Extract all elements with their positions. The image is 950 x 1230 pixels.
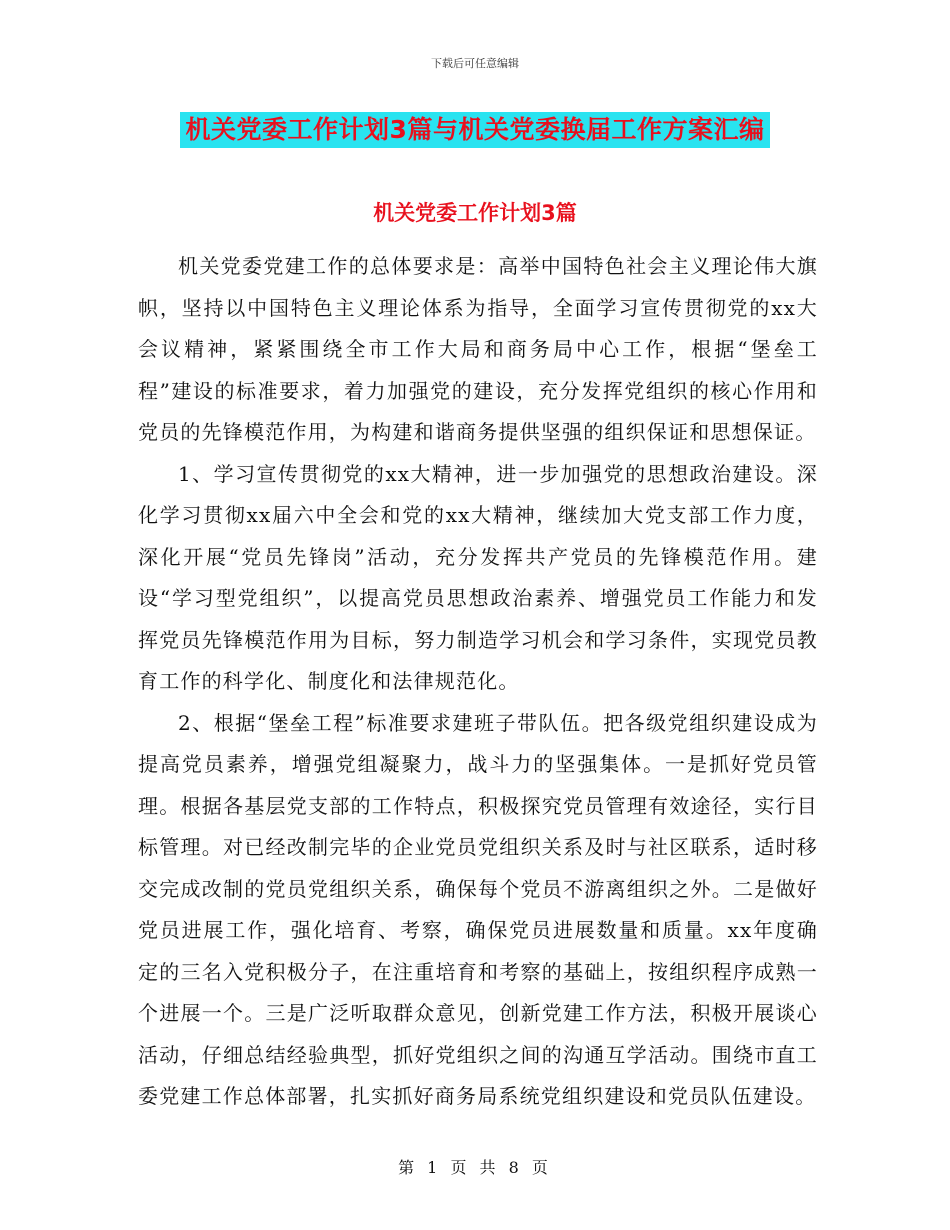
main-title: 机关党委工作计划3篇与机关党委换届工作方案汇编 (180, 112, 771, 148)
paragraph-item-2: 2、根据“堡垒工程”标准要求建班子带队伍。把各级党组织建设成为提高党员素养，增强党组凝聚力，战斗力的坚强集体。一是抓好党员管理。根据各基层党支部的工作特点，积极探究党员管理有效途径，实行目标管理。对已经改制完毕的企业党员党组织关系及时与社区联系，适时移交完成改制的党员党组织关系，确保每个党员不游离组织之外。二是做好党员进展工作，强化培育、考察，确保党员进展数量和质量。xx年度确定的三名入党积极分子，在注重培育和考察的基础上，按组织程序成熟一个进展一个。三是广泛听取群众意见，创新党建工作方法，积极开展谈心活动，仔细总结经验典型，抓好党组织之间的沟通互学活动。围绕市直工委党建工作总体部署，扎实抓好商务局系统党组织建设和党员队伍建设。 (138, 710, 818, 1108)
header-note: 下载后可任意编辑 (431, 57, 519, 70)
page-footer: 第 1 页 共 8 页 (398, 1158, 552, 1177)
section-title: 机关党委工作计划3篇 (373, 201, 577, 225)
main-title-wrap (0, 112, 950, 148)
paragraph-intro: 机关党委党建工作的总体要求是：高举中国特色社会主义理论伟大旗帜，坚持以中国特色主义理论体系为指导，全面学习宣传贯彻党的xx大会议精神，紧紧围绕全市工作大局和商务局中心工作，根据“堡垒工程”建设的标准要求，着力加强党的建设，充分发挥党组织的核心作用和党员的先锋模范作用，为构建和谐商务提供坚强的组织保证和思想保证。 (138, 254, 818, 444)
document-body (138, 246, 818, 1118)
paragraph-item-1: 1、学习宣传贯彻党的xx大精神，进一步加强党的思想政治建设。深化学习贯彻xx届六中全会和党的xx大精神，继续加大党支部工作力度，深化开展“党员先锋岗”活动，充分发挥共产党员的先锋模范作用。建设“学习型党组织”，以提高党员思想政治素养、增强党员工作能力和发挥党员先锋模范作用为目标，努力制造学习机会和学习条件，实现党员教育工作的科学化、制度化和法律规范化。 (138, 461, 818, 693)
